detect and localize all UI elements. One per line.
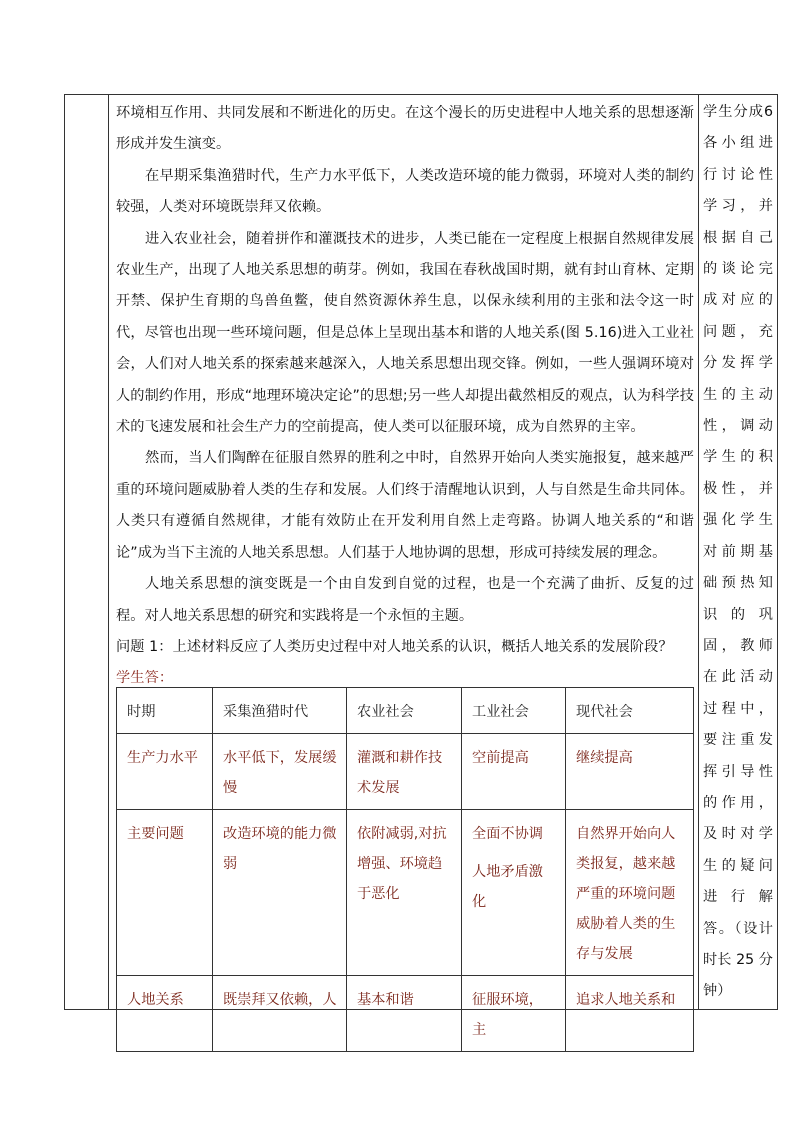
paragraph-1: 环境相互作用、共同发展和不断进化的历史。在这个漫长的历史进程中人地关系的思想逐渐形成并发生演变。 (116, 105, 694, 153)
table-cell: 灌溉和耕作技术发展 (347, 734, 462, 810)
teaching-notes: 学生分成6 各小组进行讨论性学习，并根据自己的谈论完成对应的问题，充分发挥学生的主动性，调动学生的积极性，并强化学生对前期基础预热知识的巩固，教师在此活动过程中，要注重发挥引导性的作用，及时对学生的疑问进行解答。（设计时长 25 分钟） (703, 104, 773, 1000)
table-cell: 基本和谐 (347, 976, 462, 1052)
main-content (116, 98, 694, 695)
table-cell: 征服环境，主 (462, 976, 566, 1052)
table-cell: 改造环境的能力微弱 (213, 810, 347, 976)
paragraph-2: 在早期采集渔猎时代，生产力水平低下，人类改造环境的能力微弱，环境对人类的制约较强，人类对环境既崇拜又依赖。 (116, 167, 694, 216)
answer-table (116, 687, 694, 1052)
table-cell: 既崇拜又依赖，人 (213, 976, 347, 1052)
table-header-row (117, 688, 694, 734)
header-cell: 工业社会 (462, 688, 566, 734)
table-cell: 依附减弱,对抗增强、环境趋于恶化 (347, 810, 462, 976)
header-cell: 现代社会 (566, 688, 694, 734)
row-label: 生产力水平 (117, 734, 213, 810)
paragraph-3: 进入农业社会，随着拼作和灌溉技术的进步，人类已能在一定程度上根据自然规律发展农业生产，出现了人地关系思想的萌芽。例如，我国在春秋战国时期，就有封山育林、定期开禁、保护生育期的鸟兽鱼鳖，使自然资源休养生息，以保永续利用的主张和法令这一时代，尽管也出现一些环境问题，但是总体上呈现出基本和谐的人地关系(图 5.16)进入工业社会，人们对人地关系的探索越来越深入，人地关系思想出现交锋。例如，一些人强调环境对人的制约作用，形成“地理环境决定论”的思想;另一些人却提出截然相反的观点，认为科学技术的飞速发展和社会生产力的空前提高，使人类可以征服环境，成为自然界的主宰。 (116, 230, 694, 436)
header-cell: 时期 (117, 688, 213, 734)
table-cell: 继续提高 (566, 734, 694, 810)
column-divider-left (108, 94, 109, 1010)
row-label: 人地关系 (117, 976, 213, 1052)
paragraph-5: 人地关系思想的演变既是一个由自发到自觉的过程，也是一个充满了曲折、反复的过程。对人地关系思想的研究和实践将是一个永恒的主题。 (116, 576, 694, 624)
answer-label: 学生答： (116, 670, 174, 687)
table-cell-text: 全面不协调 (472, 826, 543, 842)
table-row (117, 810, 694, 976)
column-divider-right (698, 94, 699, 1010)
header-cell: 采集渔猎时代 (213, 688, 347, 734)
table-cell: 自然界开始向人类报复，越来越严重的环境问题威胁着人类的生存与发展 (566, 810, 694, 976)
table-row (117, 734, 694, 810)
table-cell (462, 810, 566, 976)
paragraph-4: 然而，当人们陶醉在征服自然界的胜利之中时，自然界开始向人类实施报复，越来越严重的环境问题威胁着人类的生存和发展。人们终于清醒地认识到，人与自然是生命共同体。人类只有遵循自然规律，才能有效防止在开发利用自然上走弯路。协调人地关系的“和谐论”成为当下主流的人地关系思想。人们基于人地协调的思想，形成可持续发展的理念。 (116, 450, 694, 561)
table-cell: 空前提高 (462, 734, 566, 810)
table-row (117, 976, 694, 1052)
row-label: 主要问题 (117, 810, 213, 976)
table-cell: 追求人地关系和 (566, 976, 694, 1052)
question-1: 问题 1：上述材料反应了人类历史过程中对人地关系的认识，概括人地关系的发展阶段？ (116, 638, 673, 655)
table-cell-text-extra: 人地矛盾激化 (472, 864, 543, 910)
header-cell: 农业社会 (347, 688, 462, 734)
table-cell: 水平低下，发展缓慢 (213, 734, 347, 810)
